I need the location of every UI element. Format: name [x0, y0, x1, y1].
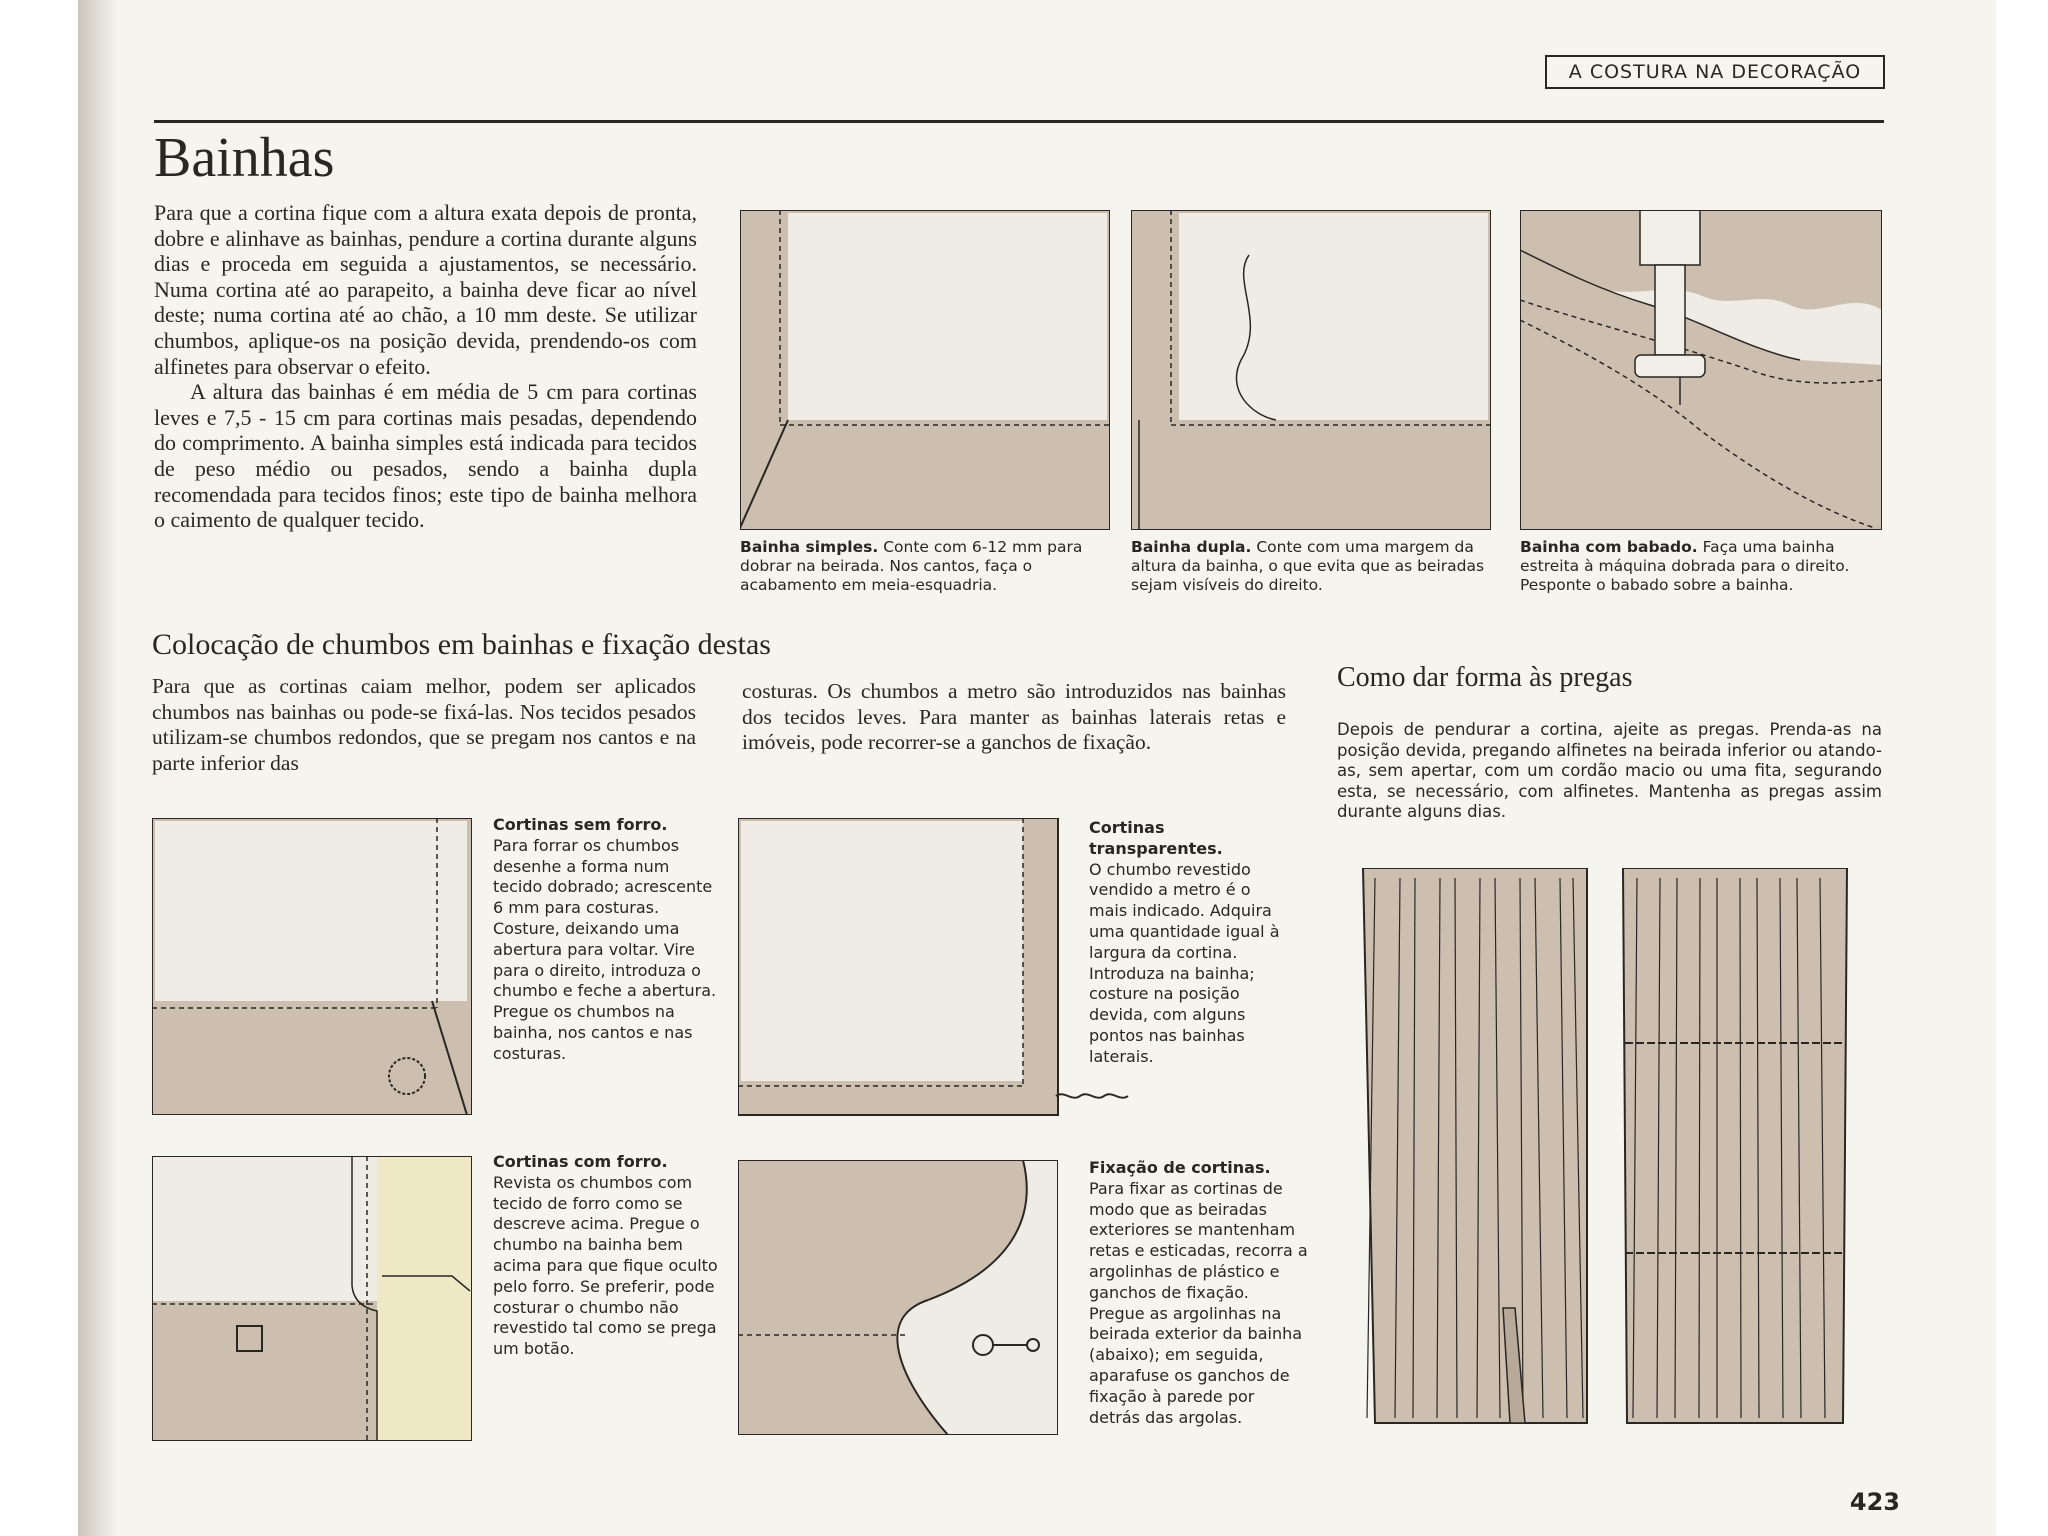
bainha-com-babado-illustration: [1520, 210, 1882, 530]
chumbos-text-col1: Para que as cortinas caiam melhor, podem ser aplicados chumbos nas bainhas ou pode-se fixá-las. Nos tecidos pesados utilizam-se chumbos redondos, que se pregam nos cantos e na parte inferior das: [152, 674, 696, 775]
section-header: A COSTURA NA DECORAÇÃO: [1545, 55, 1885, 89]
pregas-heading: Como dar forma às pregas: [1337, 662, 1633, 693]
note-fixacao-cortinas: [1089, 1158, 1309, 1428]
page-spine-shadow: [78, 0, 118, 1536]
note-cortinas-transparentes: [1089, 818, 1289, 1068]
bainhas-text: [154, 200, 697, 533]
curtain-pleats-pinned-illustration: [1355, 868, 1595, 1428]
header-rule: [154, 120, 1884, 123]
fixacao-cortinas-illustration: [738, 1160, 1058, 1435]
note-text: Revista os chumbos com tecido de forro como se descreve acima. Pregue o chumbo na bainha bem acima para que fique oculto pelo forro. Se preferir, pode costurar o chumbo não revestido tal como se prega um botão.: [493, 1172, 718, 1359]
caption-bainha-dupla: [1131, 538, 1491, 595]
page-title: Bainhas: [154, 127, 335, 189]
bainha-simples-illustration: [740, 210, 1110, 530]
note-text: Para fixar as cortinas de modo que as beiradas exteriores se mantenham retas e esticadas, recorra a argolinhas de plástico e ganchos de fixação. Pregue as argolinhas na beirada exterior da bainha (abaixo); em seguida, aparafuse os ganchos de fixação à parede por detrás das argolas.: [1089, 1178, 1308, 1427]
cortinas-sem-forro-illustration: [152, 818, 472, 1115]
cortinas-com-forro-illustration: [152, 1156, 472, 1441]
left-margin: [0, 0, 78, 1536]
bainha-dupla-illustration: [1131, 210, 1491, 530]
caption-bainha-simples: [740, 538, 1110, 595]
note-title: Cortinas transparentes.: [1089, 818, 1223, 858]
page-number: 423: [1849, 1488, 1900, 1516]
bainhas-paragraph-2: A altura das bainhas é em média de 5 cm para cortinas leves e 7,5 - 15 cm para cortinas mais pesadas, dependendo do comprimento. A bainha simples está indicada para tecidos de peso médio ou pesados, sendo a bainha dupla recomendada para tecidos finos; este tipo de bainha melhora o caimento de qualquer tecido.: [154, 379, 697, 533]
cortinas-transparentes-illustration: [738, 818, 1138, 1118]
chumbos-text-col2: costuras. Os chumbos a metro são introduzidos nas bainhas dos tecidos leves. Para manter as bainhas laterais retas e imóveis, pode recorrer-se a ganchos de fixação.: [742, 679, 1286, 755]
caption-title: Bainha com babado.: [1520, 538, 1698, 556]
bainhas-paragraph-1: Para que a cortina fique com a altura exata depois de pronta, dobre e alinhave as bainhas, pendure a cortina durante alguns dias e proceda em seguida a ajustamentos, se necessário. Numa cortina até ao parapeito, a bainha deve ficar ao nível deste; numa cortina até ao chão, a 10 mm deste. Se utilizar chumbos, aplique-os na posição devida, prendendo-os com alfinetes para observar o efeito.: [154, 200, 697, 379]
note-cortinas-com-forro: [493, 1152, 718, 1360]
caption-bainha-com-babado: [1520, 538, 1882, 595]
note-title: Fixação de cortinas.: [1089, 1158, 1271, 1177]
caption-text: Conte com 6-12 mm para dobrar na beirada. Nos cantos, faça o acabamento em meia-esquadria.: [740, 538, 1083, 594]
caption-title: Bainha simples.: [740, 538, 879, 556]
note-text: Para forrar os chumbos desenhe a forma num tecido dobrado; acrescente 6 mm para costuras. Costure, deixando uma abertura para voltar. Vire para o direito, introduza o chumbo e feche a abertura. Pregue os chumbos na bainha, nos cantos e nas costuras.: [493, 835, 717, 1063]
pregas-text: Depois de pendurar a cortina, ajeite as pregas. Prenda-as na posição devida, pregando alfinetes na beirada inferior ou atando-as, sem apertar, com um cordão macio ou uma fita, segurando esta, se necessário, com alfinetes. Mantenha as pregas assim durante alguns dias.: [1337, 720, 1882, 821]
note-cortinas-sem-forro: [493, 815, 718, 1065]
caption-text: Faça uma bainha estreita à máquina dobrada para o direito. Pesponte o babado sobre a bainha.: [1520, 538, 1850, 594]
note-title: Cortinas sem forro.: [493, 815, 668, 834]
caption-text: Conte com uma margem da altura da bainha, o que evita que as beiradas sejam visíveis do direito.: [1131, 538, 1485, 594]
chumbos-heading: Colocação de chumbos em bainhas e fixação destas: [152, 628, 771, 661]
caption-title: Bainha dupla.: [1131, 538, 1252, 556]
note-text: O chumbo revestido vendido a metro é o mais indicado. Adquira uma quantidade igual à largura da cortina. Introduza na bainha; costure na posição devida, com alguns pontos nas bainhas laterais.: [1089, 859, 1280, 1066]
curtain-pleats-tied-illustration: [1615, 868, 1855, 1428]
note-title: Cortinas com forro.: [493, 1152, 668, 1171]
